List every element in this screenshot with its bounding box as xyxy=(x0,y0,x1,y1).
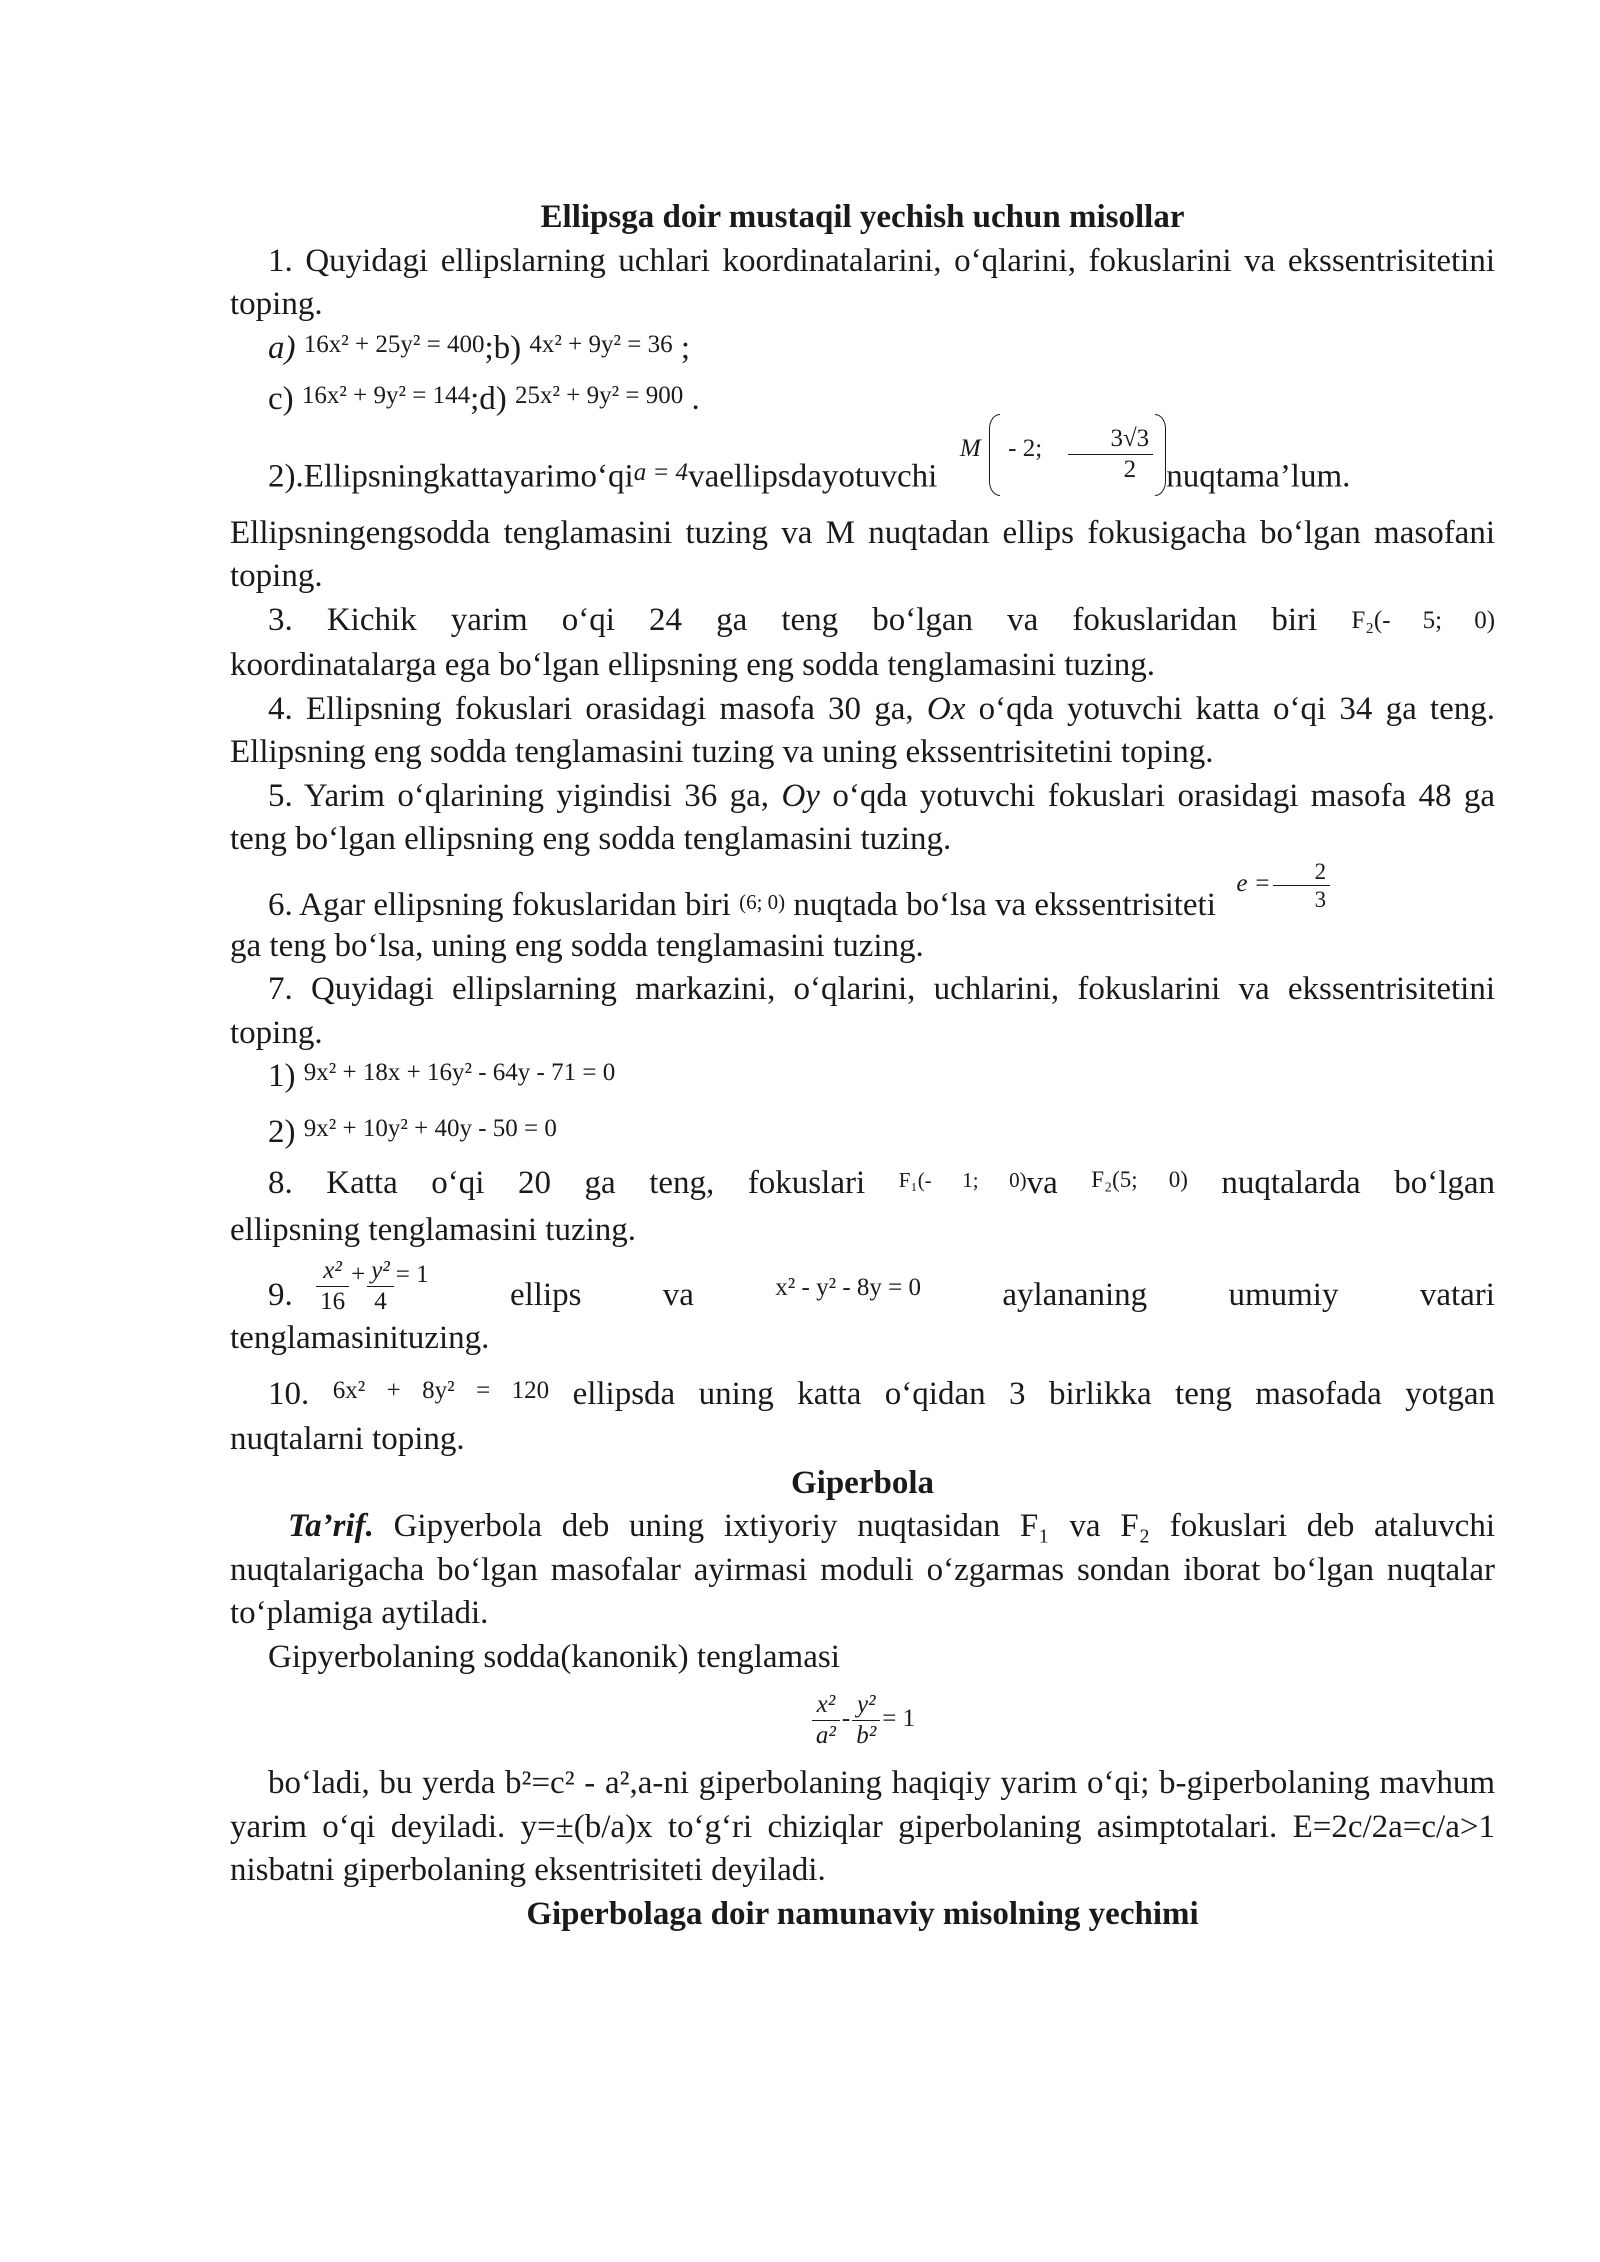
exercise-10-rest: nuqtalarni toping. xyxy=(230,1421,465,1457)
ex7-equation-1: 9x² + 18x + 16y² - 64y - 71 = 0 xyxy=(303,1059,616,1086)
ex5-a: 5. Yarim o‘qlarining yigindisi 36 ga, xyxy=(268,777,770,814)
ex9-x-fraction xyxy=(316,1256,349,1317)
ex9-y-fraction xyxy=(367,1256,394,1317)
ex2-end: nuqtama’lum. xyxy=(1166,458,1351,495)
exercise-6-rest: ga teng bo‘lsa, uning eng sodda tenglamasini tuzing. xyxy=(230,927,924,964)
ab-end: ; xyxy=(680,329,690,366)
ex4-a: 4. Ellipsning fokuslari orasidagi masofa 30 ga, xyxy=(268,690,914,727)
left-paren xyxy=(989,414,1000,496)
hyper-rhs: = 1 xyxy=(882,1705,916,1732)
ex6-a: 6. Agar ellipsning fokuslaridan biri xyxy=(268,886,731,923)
ex9-va: va xyxy=(662,1276,694,1313)
exercise-3-rest: koordinatalarga ega bo‘lgan ellipsning eng sodda tenglamasini tuzing. xyxy=(230,647,1155,683)
explanation-paragraph: bo‘ladi, bu yerda b²=c² - a²,a-ni giperbolaning haqiqiy yarim o‘qi; b-giperbolaning mavhum yarim o‘qi deyiladi. y=±(b/a)x to‘g‘ri chiziqlar giperbolaning asimptotalari. E=2c/2a=c/a>1 nisbatni giperbolaning eksentrisiteti deyiladi. xyxy=(230,1765,1495,1888)
hyper-y-num: y² xyxy=(852,1690,880,1721)
ex9-d: vatari xyxy=(1419,1276,1495,1313)
ex6-e-den: 3 xyxy=(1314,886,1327,912)
point-m-x: - 2; xyxy=(1008,435,1043,463)
ex10-a: ellipsda uning katta o‘qidan 3 birlikka teng masofada yotgan xyxy=(572,1375,1495,1412)
hyper-x-fraction xyxy=(812,1690,840,1751)
ex4-ox: Ox xyxy=(926,690,966,727)
exercise-4 xyxy=(230,688,1495,775)
equation-b: 4x² + 9y² = 36 xyxy=(529,330,673,358)
exercise-1-ab xyxy=(230,327,1495,373)
exercise-10 xyxy=(230,1373,1495,1419)
hyper-x-den: a² xyxy=(815,1721,836,1749)
hyper-x-num: x² xyxy=(812,1690,840,1721)
exercise-7-eq1 xyxy=(230,1055,1495,1101)
exercise-9-rest: tenglamasinituzing. xyxy=(230,1320,490,1356)
final-title: Giperbolaga doir namunaviy misolning yechimi xyxy=(526,1895,1199,1932)
label-c: c) xyxy=(268,381,294,417)
ex9-b: aylananing xyxy=(1002,1276,1148,1313)
ex8-b: nuqtalarda bo‘lgan xyxy=(1221,1165,1496,1201)
label-d: ;d) xyxy=(470,381,507,417)
exercise-2-rest: Ellipsningengsodda tenglamasini tuzing va M nuqtadan ellips fokusigacha bo‘lgan masofani toping. xyxy=(230,514,1495,594)
exercise-1-cd xyxy=(230,378,1495,424)
exercise-8 xyxy=(230,1162,1495,1209)
ex10-num: 10. xyxy=(268,1375,310,1412)
hyper-y-den: b² xyxy=(856,1721,877,1749)
right-paren xyxy=(1155,414,1166,496)
ex9-eq1-rhs: = 1 xyxy=(395,1261,429,1289)
ex6-e-label: e = xyxy=(1236,869,1271,897)
ex8-va: va xyxy=(1026,1165,1058,1201)
kanonik-line: Gipyerbolaning sodda(kanonik) tenglamasi xyxy=(268,1638,840,1675)
equation-c: 16x² + 9y² = 144 xyxy=(301,382,471,409)
hyper-y-fraction xyxy=(852,1690,880,1751)
ex9-plus: + xyxy=(351,1261,366,1289)
exercise-2 xyxy=(230,425,1495,520)
ex9-a: ellips xyxy=(509,1276,582,1313)
ex6-point: (6; 0) xyxy=(739,889,786,914)
tarif-text: Gipyerbola deb uning ixtiyoriy nuqtasidan F₁ va F₂ fokuslari deb ataluvchi nuqtalarigacha bo‘lgan masofalar ayirmasi moduli o‘zgarmas sondan iborat bo‘lgan nuqtalar to‘plamiga aytiladi. xyxy=(230,1508,1496,1631)
ex7-equation-2: 9x² + 10y² + 40y - 50 = 0 xyxy=(303,1114,557,1142)
equation-a: 16x² + 25y² = 400 xyxy=(303,330,485,358)
ex2-start: 2).Ellipsningkattayarimo‘qi xyxy=(268,458,634,495)
ex10-equation: 6x² + 8y² = 120 xyxy=(332,1376,550,1404)
ex2-a-equation: a = 4 xyxy=(633,459,689,487)
section-title: Ellipsga doir mustaqil yechish uchun misollar xyxy=(540,199,1185,235)
ex6-b: nuqtada bo‘lsa va ekssentrisiteti xyxy=(793,886,1216,923)
ex9-y-num: y² xyxy=(367,1256,394,1287)
cd-end: . xyxy=(691,381,700,417)
exercise-7-eq2 xyxy=(230,1111,1495,1157)
point-m-y-fraction xyxy=(1068,424,1153,485)
ex9-x-den: 16 xyxy=(320,1288,346,1315)
exercise-9 xyxy=(230,1256,1495,1317)
ex5-oy: Oy xyxy=(781,777,820,814)
ex9-ellipse-eq xyxy=(314,1256,429,1317)
equation-d: 25x² + 9y² = 900 xyxy=(515,382,684,409)
hyperbola-equation xyxy=(230,1683,1495,1756)
ex5-b: o‘qda yotuvchi fokuslari orasidagi masofa 48 ga teng bo‘lgan ellipsning eng sodda tenglamasini tuzing. xyxy=(230,777,1496,857)
ex9-circle-eq: x² - y² - 8y = 0 xyxy=(775,1273,922,1301)
point-m-label: M xyxy=(959,435,981,463)
label-b: ;b) xyxy=(484,329,522,366)
ex8-f2: F₂(5; 0) xyxy=(1091,1167,1188,1192)
ex6-e-fraction xyxy=(1273,858,1331,913)
ex3-start: 3. Kichik yarim o‘qi 24 ga teng bo‘lgan va fokuslaridan biri xyxy=(268,601,1318,638)
ex9-num: 9. xyxy=(268,1276,293,1313)
tarif-paragraph xyxy=(230,1505,1495,1636)
ex4-b: o‘qda yotuvchi katta o‘qi 34 ga teng. Ellipsning eng sodda tenglamasini tuzing va uning ekssentrisitetini toping. xyxy=(230,690,1496,770)
ex6-e-num: 2 xyxy=(1273,858,1331,886)
ex9-y-den: 4 xyxy=(374,1288,387,1315)
label-a: a) xyxy=(268,329,296,366)
exercise-7: 7. Quyidagi ellipslarning markazini, o‘qlarini, uchlarini, fokuslarini va ekssentrisitetini toping. xyxy=(230,971,1495,1051)
ex3-focus: F₂(- 5; 0) xyxy=(1351,606,1496,634)
exercise-8-rest: ellipsning tenglamasini tuzing. xyxy=(230,1211,637,1248)
ex9-c: umumiy xyxy=(1228,1276,1339,1313)
point-m-y-den: 2 xyxy=(1123,456,1137,483)
ex7-label-1: 1) xyxy=(268,1058,296,1094)
ex8-f1: F₁(- 1; 0) xyxy=(898,1168,1027,1192)
ex9-x-num: x² xyxy=(316,1256,349,1287)
ex2-mid: vaellipsdayotuvchi xyxy=(688,458,938,495)
ex8-a: 8. Katta o‘qi 20 ga teng, fokuslari xyxy=(268,1165,866,1201)
exercise-3 xyxy=(230,599,1495,645)
giperbola-title: Giperbola xyxy=(790,1464,934,1501)
document-page xyxy=(230,196,1495,1936)
exercise-5 xyxy=(230,775,1495,862)
tarif-label: Ta’rif. xyxy=(288,1508,374,1544)
hyper-minus: - xyxy=(841,1705,851,1732)
ex7-label-2: 2) xyxy=(268,1113,296,1150)
exercise-1: 1. Quyidagi ellipslarning uchlari koordinatalarini, o‘qlarini, fokuslarini va ekssentrisitetini toping. xyxy=(230,242,1495,322)
point-m-y-num: 3√3 xyxy=(1068,424,1153,455)
